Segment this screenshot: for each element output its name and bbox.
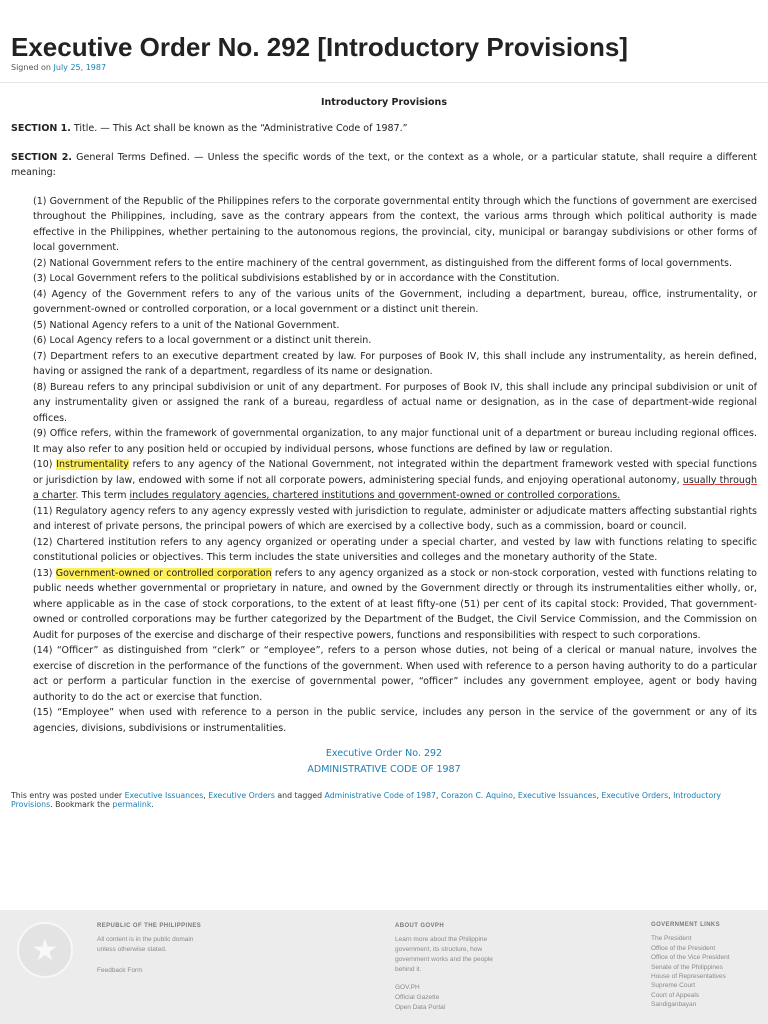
footer-text: unless otherwise stated. <box>97 946 167 953</box>
section-1 <box>11 121 757 137</box>
definition-item: (2) National Government refers to the entire machinery of the central government, as distinguished from the different forms of local governments. <box>33 257 733 269</box>
gov-link[interactable]: House of Representatives <box>651 973 726 981</box>
footer-heading: ABOUT GOVPH <box>395 923 445 929</box>
philippine-seal-icon: ★ <box>17 922 73 978</box>
site-footer <box>0 910 768 1024</box>
separator: , <box>203 791 206 800</box>
posted-text: and tagged <box>277 791 323 800</box>
tag-link[interactable]: Introductory Provisions <box>11 791 722 809</box>
post-meta <box>11 791 757 809</box>
signed-date-link[interactable]: July 25, 1987 <box>53 63 107 72</box>
section-1-label: SECTION 1. <box>11 123 71 134</box>
tag-link[interactable]: Administrative Code of 1987 <box>324 791 437 800</box>
definitions-list <box>11 194 757 737</box>
item-number: (13) <box>33 567 53 579</box>
posted-text: . <box>151 800 154 809</box>
section-2-label: SECTION 2. <box>11 151 72 163</box>
definition-item: (8) Bureau refers to any principal subdivision or unit of any department. For purposes of Book IV, this shall include any principal subdivision or unit of any instrumentality given or assigned the rank of a bureau, regardless of actual name or designation, as in the case of department-wide regional offices. <box>33 381 757 424</box>
item-text: refers to any agency of the National Government, not integrated within the department framework vested with special functions or jurisdiction by law, endowed with some if not all corporate powers, administering special funds, and enjoying operational autonomy, <box>33 459 757 486</box>
gov-link[interactable]: Office of the President <box>651 944 716 952</box>
highlighted-term: Instrumentality <box>56 459 129 470</box>
underlined-text: includes regulatory agencies, chartered institutions and government-owned or controlled corporations. <box>129 490 621 501</box>
definition-item: (11) Regulatory agency refers to any agency expressly vested with jurisdiction to regulate, administer or adjudicate matters affecting substantial rights and interest of private persons, the principal powers of which are exercised by a collective body, such as a commission, board or council. <box>33 505 757 532</box>
footer-col-republic <box>97 921 201 976</box>
footer-text: All content is in the public domain <box>97 936 194 943</box>
article-body <box>0 97 768 809</box>
separator: , <box>436 791 439 800</box>
item-text: refers to any agency organized as a stock or non-stock corporation, vested with functions relating to public needs whether governmental or proprietary in nature, and owned by the Government directly or through its instrumentalities either wholly, or, where applicable as in the case of stock corporations, to the extent of at least fifty-one (51) per cent of its capital stock: Provided, That government-owned or controlled corporations may be further categorized by the Department of the Budget, the Civil Service Commission, and the Commission on Audit for purposes of the exercise and discharge of their respective powers, functions and responsibilities with respect to such corporations. <box>33 567 757 641</box>
section-heading: Introductory Provisions <box>321 97 447 108</box>
definition-item: (7) Department refers to an executive department created by law. For purposes of Book IV, this shall include any instrumentality, as herein defined, having or assigned the rank of a department, regardless of its name or designation. <box>33 350 757 377</box>
tag-link[interactable]: Corazon C. Aquino <box>441 791 513 800</box>
gov-link[interactable]: Court of Appeals <box>651 991 700 999</box>
posted-text: This entry was posted under <box>11 791 123 800</box>
definition-item: (6) Local Agency refers to a local government or a distinct unit therein. <box>33 335 372 346</box>
definition-item: (14) “Officer” as distinguished from “clerk” or “employee”, refers to a person whose duties, not being of a clerical or manual nature, involves the exercise of discretion in the performance of the functions of the government. When used with reference to a person having authority to do a particular act or perform a particular function in the exercise of governmental power, “officer” includes any government employee, agent or body having authority to do the act or exercise that function. <box>33 645 757 703</box>
footer-text: government, its structure, how <box>395 946 483 953</box>
definition-item: (5) National Agency refers to a unit of the National Government. <box>33 319 340 331</box>
definition-item-gocc <box>33 566 757 644</box>
category-link[interactable]: Executive Issuances <box>124 791 204 800</box>
gov-link[interactable]: The President <box>651 935 692 943</box>
definition-item: (12) Chartered institution refers to any agency organized or operating under a special charter, and vested by law with functions relating to specific constitutional policies or objectives. This term includes the state universities and colleges and the monetary authority of the State. <box>33 536 757 563</box>
item-number: (10) <box>33 459 53 470</box>
signed-line <box>11 63 757 72</box>
definition-item: (1) Government of the Republic of the Philippines refers to the corporate governmental entity through which the functions of government are exercised throughout the Philippines, including, save as the contrary appears from the context, the various arms through which political authority is made effective in the Philippines, whether pertaining to the autonomous regions, the provincial, city, municipal or barangay subdivisions or other forms of local government. <box>33 195 757 253</box>
page-title: Executive Order No. 292 [Introductory Provisions] <box>11 32 628 62</box>
related-links <box>11 746 757 778</box>
admin-code-link[interactable]: ADMINISTRATIVE CODE OF 1987 <box>307 764 461 775</box>
separator: , <box>668 791 671 800</box>
footer-col-links <box>651 921 730 1010</box>
definition-item: (15) “Employee” when used with reference to a person in the public service, includes any person in the service of the government or any of its agencies, divisions, subdivisions or instrumentalities. <box>33 707 757 734</box>
footer-text: Learn more about the Philippine <box>395 936 488 943</box>
highlighted-term: Government-owned or controlled corporation <box>55 567 272 579</box>
feedback-form-link[interactable]: Feedback Form <box>97 967 143 974</box>
section-2-text: General Terms Defined. — Unless the specific words of the text, or the context as a whole, or a particular statute, shall require a different meaning: <box>11 151 757 178</box>
footer-col-about <box>395 921 493 1013</box>
tag-link[interactable]: Executive Orders <box>601 791 669 800</box>
signed-prefix: Signed on <box>11 63 51 72</box>
govph-link[interactable]: GOV.PH <box>395 984 420 991</box>
gov-link[interactable]: Senate of the Philippines <box>651 963 723 971</box>
definition-item: (3) Local Government refers to the political subdivisions established by or in accordance with the Constitution. <box>33 273 560 284</box>
separator: , <box>596 791 599 800</box>
underlined-text: usually through a charter <box>33 474 757 501</box>
footer-heading: REPUBLIC OF THE PHILIPPINES <box>97 923 202 929</box>
section-1-text: Title. — This Act shall be known as the “Administrative Code of 1987.” <box>73 123 408 134</box>
definition-item: (9) Office refers, within the framework of governmental organization, to any major functional unit of a department or bureau including regional offices. It may also refer to any position held or occupied by individual persons, whose functions are defined by law or regulation. <box>33 428 757 455</box>
official-gazette-link[interactable]: Official Gazette <box>395 994 440 1001</box>
permalink-link[interactable]: permalink <box>112 800 152 809</box>
page-header <box>0 0 768 72</box>
separator: , <box>512 791 516 800</box>
eo-292-link[interactable]: Executive Order No. 292 <box>325 748 443 759</box>
footer-heading: GOVERNMENT LINKS <box>651 922 721 928</box>
header-divider <box>0 82 768 83</box>
category-link[interactable]: Executive Orders <box>208 791 275 800</box>
footer-text: government works and the people <box>395 956 493 963</box>
section-2 <box>11 150 757 181</box>
gov-link[interactable]: Supreme Court <box>651 982 696 990</box>
tag-link[interactable]: Executive Issuances <box>517 791 597 800</box>
definition-item: (4) Agency of the Government refers to any of the various units of the Government, including a department, bureau, office, instrumentality, or government-owned or controlled corporation, or a local government or a distinct unit therein. <box>33 288 757 315</box>
item-text: . This term <box>75 490 127 501</box>
footer-text: behind it. <box>395 966 422 973</box>
definition-item-instrumentality <box>33 457 757 504</box>
posted-text: . Bookmark the <box>50 800 110 809</box>
gov-link[interactable]: Sandiganbayan <box>651 1001 697 1009</box>
open-data-portal-link[interactable]: Open Data Portal <box>395 1004 446 1011</box>
gov-link[interactable]: Office of the Vice President <box>651 954 730 962</box>
